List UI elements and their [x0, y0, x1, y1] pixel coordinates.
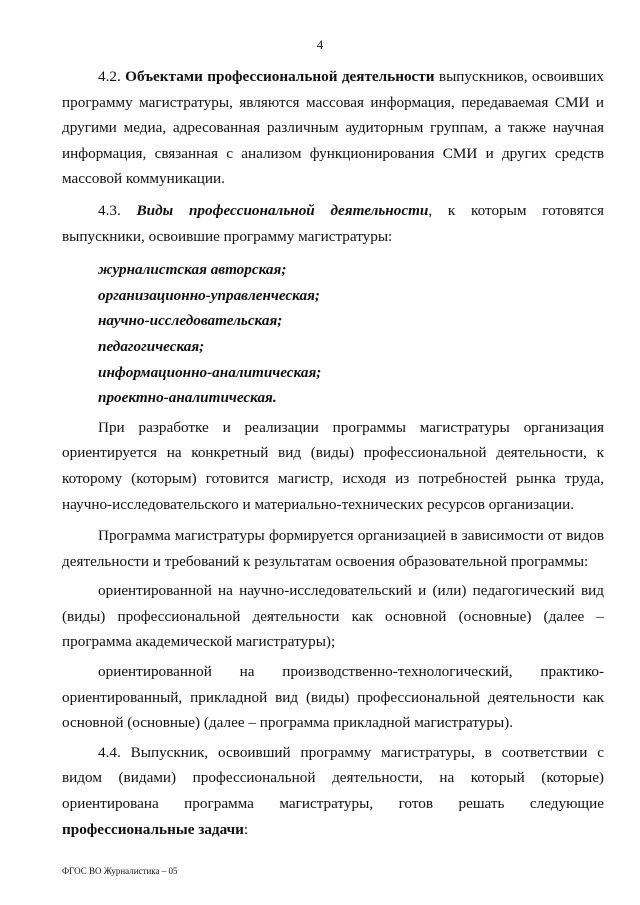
list-item: проектно-аналитическая.: [98, 389, 277, 407]
document-body: [62, 64, 604, 842]
paragraph-development: При разработке и реализации программы магистратуры организация ориентируется на конкретный вид (виды) профессиональной деятельности, к которому (которым) готовится магистр, исходя из потребностей рынка труда, научно-исследовательского и материально-технических ресурсов организации.: [62, 418, 604, 513]
paragraph-text: выпускников, освоивших программу магистратуры, являются массовая информация, передаваемая СМИ и другими медиа, адресованная различным аудиторным группам, а также научная информация, связанная с анализом функционирования СМИ и других средств массовой коммуникации.: [62, 68, 605, 188]
list-item: информационно-аналитическая;: [98, 363, 322, 381]
paragraph-4-3: [62, 198, 604, 249]
section-number: 4.4.: [98, 743, 121, 761]
paragraph-4-2: [62, 64, 604, 192]
section-number: 4.3.: [98, 201, 121, 219]
section-number: 4.2.: [98, 68, 121, 85]
document-footer: ФГОС ВО Журналистика – 05: [62, 866, 178, 876]
activity-types-list: [62, 257, 604, 411]
list-item: организационно-управленческая;: [98, 286, 320, 304]
paragraph-text: Выпускник, освоивший программу магистратуры, в соответствии с видом (видами) профессиональной деятельности, на который (которые) ориентирована программа магистратуры, готов решать следующие: [62, 743, 604, 813]
paragraph-academic: ориентированной на научно-исследовательский и (или) педагогический вид (виды) профессиональной деятельности как основной (основные) (далее – программа академической магистратуры);: [62, 582, 604, 651]
bold-term: Объектами профессиональной деятельности: [125, 68, 435, 85]
bold-term: профессиональные задачи: [62, 820, 244, 838]
paragraph-applied: ориентированной на производственно-технологический, практико-ориентированный, прикладной вид (виды) профессиональной деятельности как основной (основные) (далее – программа прикладной магистратуры).: [62, 663, 604, 732]
paragraph-formation: Программа магистратуры формируется организацией в зависимости от видов деятельности и требований к результатам освоения образовательной программы:: [62, 527, 604, 570]
paragraph-4-4: [62, 740, 604, 842]
list-item: научно-исследовательская;: [98, 312, 283, 330]
paragraph-text: , к которым готовятся выпускники, освоившие программу магистратуры:: [62, 201, 604, 245]
paragraph-end: :: [243, 820, 249, 838]
page-number: 4: [316, 37, 324, 52]
bold-term: Виды профессиональной деятельности: [136, 201, 429, 219]
list-item: педагогическая;: [98, 337, 205, 355]
list-item: журналистская авторская;: [98, 261, 287, 279]
